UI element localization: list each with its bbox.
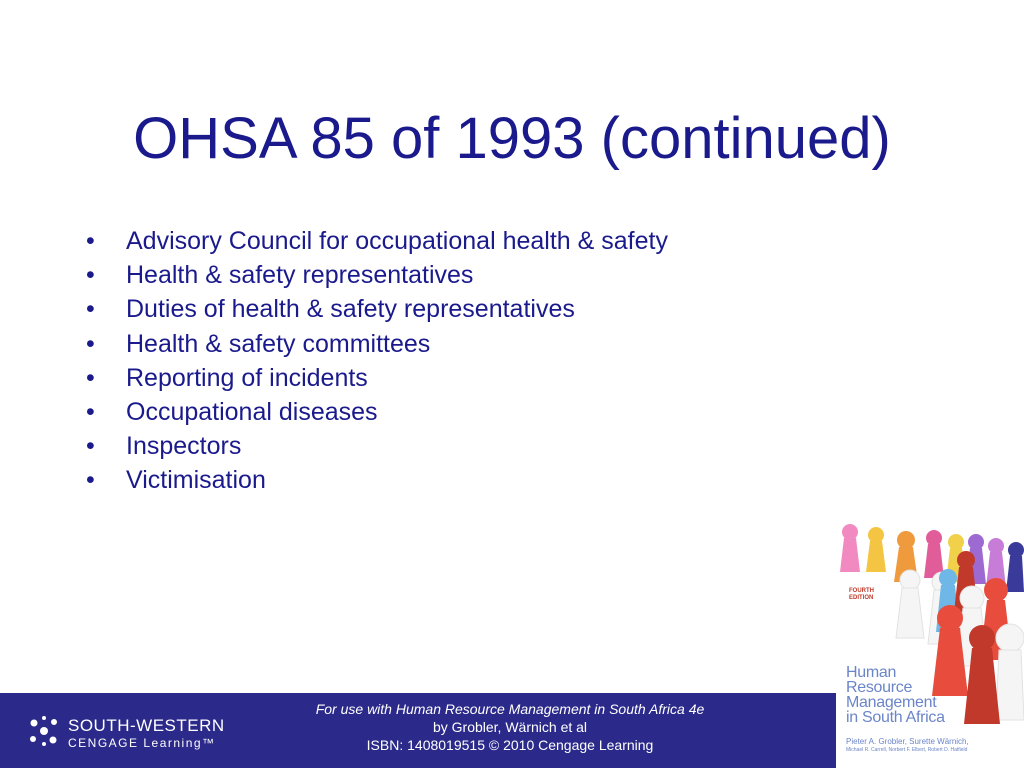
list-item	[86, 258, 668, 292]
list-item-text: Health & safety representatives	[126, 261, 474, 290]
cover-authors-line-1: Pieter A. Grobler, Surette Wärnich,	[846, 737, 969, 746]
game-pieces-illustration	[836, 520, 1024, 768]
edition-line-1: FOURTH	[849, 588, 874, 594]
cover-title-line-2: Resource	[846, 679, 913, 696]
cover-authors-line-2: Michael R. Carrell, Norbert F. Elbert, Robert D. Hatfield	[846, 747, 968, 753]
publisher-subname: CENGAGE Learning™	[68, 736, 216, 750]
cover-title-line-1: Human	[846, 664, 897, 681]
list-item-text: Inspectors	[126, 432, 242, 461]
cover-title-line-4: in South Africa	[846, 709, 945, 726]
footer-citation	[270, 700, 750, 754]
list-item-text: Duties of health & safety representatives	[126, 295, 575, 324]
publisher-name: SOUTH-WESTERN	[68, 716, 225, 735]
list-item	[86, 429, 668, 463]
cover-title	[846, 665, 945, 725]
slide-title: OHSA 85 of 1993 (continued)	[133, 105, 891, 171]
footer-bar	[0, 693, 836, 768]
bullet-dot: •	[86, 363, 95, 392]
list-item-text: Advisory Council for occupational health & safety	[126, 227, 668, 255]
bullet-dot: •	[86, 432, 95, 461]
list-item-text: Health & safety committees	[126, 329, 431, 358]
list-item	[86, 395, 668, 429]
bullet-dot: •	[86, 295, 95, 324]
list-item	[86, 224, 668, 258]
edition-line-2: EDITION	[849, 595, 874, 601]
list-item	[86, 463, 668, 497]
bullet-dot: •	[86, 398, 95, 427]
footer-line-3: ISBN: 1408019515 © 2010 Cengage Learning	[366, 737, 654, 753]
book-cover	[836, 520, 1024, 768]
list-item-text: Victimisation	[126, 466, 266, 495]
bullet-list	[86, 224, 668, 498]
bullet-dot: •	[86, 329, 95, 358]
bullet-dot: •	[86, 466, 95, 495]
bullet-dot: •	[86, 261, 95, 290]
cover-title-line-3: Management	[846, 694, 937, 711]
edition-label	[849, 588, 874, 602]
footer-line-2: by Grobler, Wärnich et al	[432, 719, 588, 735]
footer-line-1: For use with Human Resource Management in South Africa 4e	[315, 701, 705, 717]
publisher-logo	[68, 717, 225, 751]
south-western-logo-icon	[26, 713, 62, 749]
list-item	[86, 292, 668, 326]
list-item	[86, 327, 668, 361]
bullet-dot: •	[86, 227, 95, 255]
cover-authors	[846, 737, 1024, 755]
list-item	[86, 361, 668, 395]
list-item-text: Reporting of incidents	[126, 363, 368, 392]
list-item-text: Occupational diseases	[126, 398, 378, 427]
